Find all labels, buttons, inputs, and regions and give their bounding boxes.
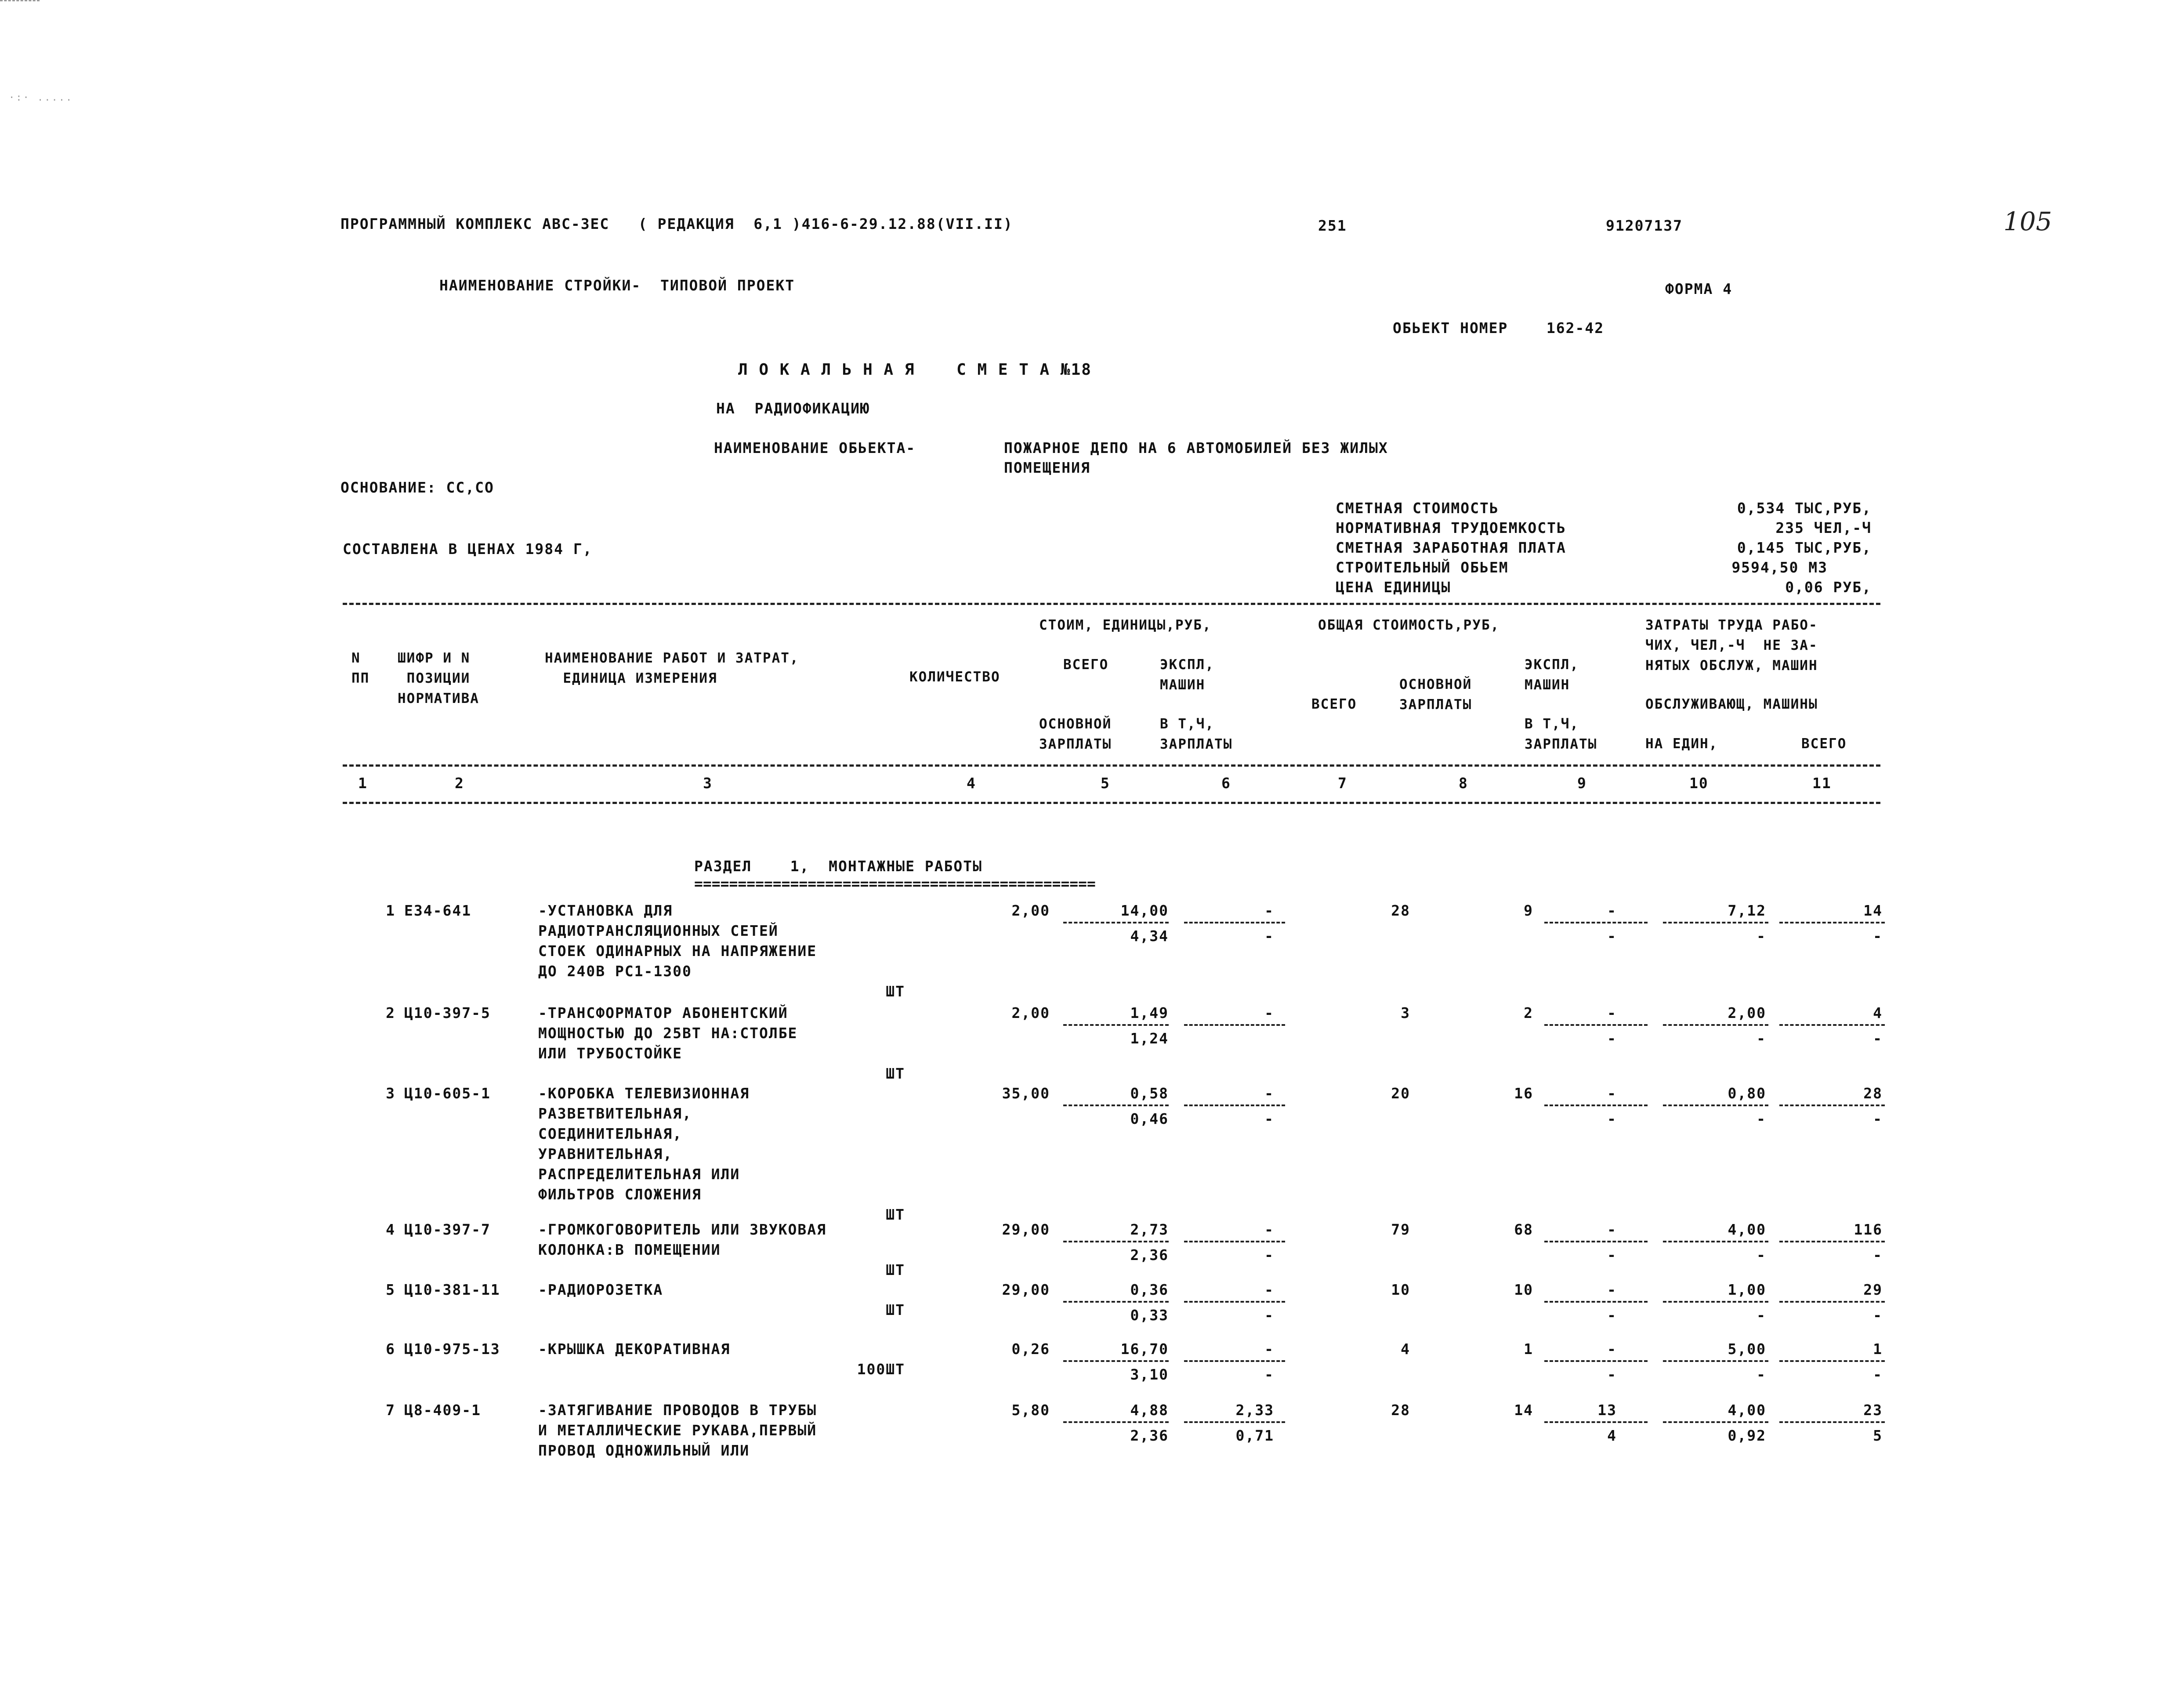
total-cost: 3 (1401, 1004, 1410, 1021)
work-name-line: РАДИОТРАНСЛЯЦИОННЫХ СЕТЕЙ (538, 922, 779, 939)
total-cost: 28 (1391, 902, 1410, 919)
column-header-labor-total: ВСЕГО (1801, 736, 1847, 752)
unit-cost-machines: - (1264, 1340, 1274, 1358)
price-level: СОСТАВЛЕНА В ЦЕНАХ 1984 Г, (343, 540, 593, 558)
total-cost: 10 (1391, 1281, 1410, 1298)
section-underline: ============================================== (694, 875, 1096, 892)
cell-underline (1544, 1360, 1648, 1362)
labor-total: 23 (1863, 1401, 1883, 1419)
cell-underline (1779, 1360, 1885, 1362)
norm-code: Ц10-605-1 (404, 1085, 491, 1102)
cell-underline (1063, 1421, 1169, 1423)
total-wage: 16 (1514, 1085, 1533, 1102)
quantity: 2,00 (1011, 1004, 1050, 1021)
cell-underline (1063, 1241, 1169, 1242)
cell-underline (1663, 922, 1768, 923)
column-header-unit-machines: ЭКСПЛ, МАШИН (1160, 657, 1214, 693)
construction-name: НАИМЕНОВАНИЕ СТРОЙКИ- ТИПОВОЙ ПРОЕКТ (439, 277, 795, 294)
labor-machines-per-unit: - (1757, 1246, 1766, 1264)
labor-per-unit: 5,00 (1728, 1340, 1766, 1358)
cell-underline (1184, 1360, 1285, 1362)
unit-cost-total: 1,49 (1130, 1004, 1169, 1021)
unit-wage: 0,33 (1130, 1307, 1169, 1324)
labor-machines-per-unit: - (1757, 1030, 1766, 1047)
total-machine-wage: - (1607, 1307, 1617, 1324)
total-cost: 20 (1391, 1085, 1410, 1102)
object-name-line-1: ПОЖАРНОЕ ДЕПО НА 6 АВТОМОБИЛЕЙ БЕЗ ЖИЛЫХ (1004, 439, 1388, 456)
row-number: 1 (386, 902, 395, 919)
cell-underline (1663, 1104, 1768, 1106)
unit-wage: 1,24 (1130, 1030, 1169, 1047)
cell-underline (1544, 922, 1648, 923)
cell-underline (1184, 1024, 1285, 1026)
quantity: 0,26 (1011, 1340, 1050, 1358)
unit-machine-wage: 0,71 (1235, 1427, 1274, 1444)
page-number: 251 (1318, 217, 1347, 234)
total-wage: 2 (1524, 1004, 1533, 1021)
column-header-labor-per-unit: НА ЕДИН, (1645, 736, 1718, 752)
cell-underline (1663, 1360, 1768, 1362)
unit-machine-wage: - (1264, 1246, 1274, 1264)
unit-machine-wage: - (1264, 1307, 1274, 1324)
unit-cost-total: 14,00 (1120, 902, 1169, 919)
labor-machines-total: - (1873, 1246, 1883, 1264)
total-machine-wage: - (1607, 927, 1617, 945)
work-name-line: -ЗАТЯГИВАНИЕ ПРОВОДОВ В ТРУБЫ (538, 1401, 817, 1419)
cell-underline (1063, 1024, 1169, 1026)
quantity: 29,00 (1002, 1281, 1050, 1298)
unit-cost-machines: - (1264, 1004, 1274, 1021)
column-header-unit-total: ВСЕГО (1063, 657, 1109, 673)
total-machines: - (1607, 902, 1617, 919)
column-header-unit-cost: СТОИМ, ЕДИНИЦЫ,РУБ, (1039, 617, 1212, 633)
cell-underline (1779, 1301, 1885, 1303)
unit-of-measure: ШТ (886, 1301, 905, 1318)
work-name-line: ФИЛЬТРОВ СЛОЖЕНИЯ (538, 1186, 702, 1203)
work-name-line: ДО 240В РС1-1300 (538, 963, 692, 980)
basis: ОСНОВАНИЕ: СС,СО (340, 479, 494, 496)
column-header-number: N ПП (351, 650, 370, 686)
summary-value: 0,145 ТЫС,РУБ, (1737, 539, 1872, 556)
cell-underline (1544, 1104, 1648, 1106)
cell-underline (1544, 1241, 1648, 1242)
column-header-name: НАИМЕНОВАНИЕ РАБОТ И ЗАТРАТ, ЕДИНИЦА ИЗМЕРЕНИЯ (545, 650, 799, 686)
table-numbers-rule (343, 802, 1880, 804)
unit-of-measure: 100ШТ (857, 1361, 905, 1378)
total-cost: 4 (1401, 1340, 1410, 1358)
norm-code: Ц10-975-13 (404, 1340, 500, 1358)
summary-label: ЦЕНА ЕДИНИЦЫ (1336, 579, 1451, 596)
work-name-line: УРАВНИТЕЛЬНАЯ, (538, 1145, 673, 1162)
object-label: НАИМЕНОВАНИЕ ОБЬЕКТА- (714, 439, 916, 456)
unit-wage: 2,36 (1130, 1427, 1169, 1444)
cell-underline (1779, 1104, 1885, 1106)
labor-machines-total: - (1873, 1307, 1883, 1324)
column-header-labor: ЗАТРАТЫ ТРУДА РАБО- ЧИХ, ЧЕЛ,-Ч НЕ ЗА- НЯТЫХ ОБСЛУЖ, МАШИН (1645, 617, 1818, 674)
summary-value: 9594,50 М3 (1731, 559, 1828, 576)
column-header-total-all: ВСЕГО (1311, 696, 1357, 712)
total-machines: 13 (1597, 1401, 1617, 1419)
row-number: 2 (386, 1004, 395, 1021)
work-name-line: СТОЕК ОДИНАРНЫХ НА НАПРЯЖЕНИЕ (538, 942, 817, 960)
labor-machines-total: 5 (1873, 1427, 1883, 1444)
work-name-line: ИЛИ ТРУБОСТОЙКЕ (538, 1045, 683, 1062)
object-name-line-2: ПОМЕЩЕНИЯ (1004, 459, 1090, 476)
column-number: 11 (1812, 775, 1832, 792)
summary-value: 0,534 ТЫС,РУБ, (1737, 500, 1872, 517)
norm-code: Ц8-409-1 (404, 1401, 481, 1419)
row-number: 4 (386, 1221, 395, 1238)
work-name-line: -ГРОМКОГОВОРИТЕЛЬ ИЛИ ЗВУКОВАЯ (538, 1221, 827, 1238)
column-header-total-machine-wage: В Т,Ч, ЗАРПЛАТЫ (1525, 716, 1597, 752)
total-cost: 79 (1391, 1221, 1410, 1238)
cell-underline (1663, 1024, 1768, 1026)
labor-machines-per-unit: - (1757, 1366, 1766, 1383)
unit-cost-total: 4,88 (1130, 1401, 1169, 1419)
cell-underline (1663, 1421, 1768, 1423)
table-header-rule (343, 764, 1880, 767)
labor-per-unit: 4,00 (1728, 1401, 1766, 1419)
column-number: 4 (967, 775, 976, 792)
labor-total: 116 (1854, 1221, 1883, 1238)
work-name-line: -РАДИОРОЗЕТКА (538, 1281, 663, 1298)
work-name-line: И МЕТАЛЛИЧЕСКИЕ РУКАВА,ПЕРВЫЙ (538, 1422, 817, 1439)
total-machine-wage: - (1607, 1030, 1617, 1047)
labor-machines-per-unit: 0,92 (1728, 1427, 1766, 1444)
column-number: 6 (1221, 775, 1231, 792)
unit-machine-wage: - (1264, 1110, 1274, 1127)
labor-total: 14 (1863, 902, 1883, 919)
work-name-line: СОЕДИНИТЕЛЬНАЯ, (538, 1125, 683, 1142)
cell-underline (1663, 1241, 1768, 1242)
summary-value: 235 ЧЕЛ,-Ч (1775, 519, 1872, 536)
cell-underline (1544, 1024, 1648, 1026)
cell-underline (1779, 1241, 1885, 1242)
work-name-line: РАСПРЕДЕЛИТЕЛЬНАЯ ИЛИ (538, 1166, 740, 1183)
row-number: 5 (386, 1281, 395, 1298)
labor-per-unit: 2,00 (1728, 1004, 1766, 1021)
labor-machines-per-unit: - (1757, 927, 1766, 945)
cell-underline (1184, 1421, 1285, 1423)
work-name-line: МОЩНОСТЬЮ ДО 25ВТ НА:СТОЛБЕ (538, 1025, 798, 1042)
unit-machine-wage: - (1264, 1366, 1274, 1383)
column-number: 8 (1459, 775, 1468, 792)
unit-of-measure: ШТ (886, 1261, 905, 1278)
total-wage: 14 (1514, 1401, 1533, 1419)
cell-underline (1184, 1301, 1285, 1303)
total-machines: - (1607, 1281, 1617, 1298)
unit-of-measure: ШТ (886, 1065, 905, 1082)
labor-total: 1 (1873, 1340, 1883, 1358)
labor-per-unit: 7,12 (1728, 902, 1766, 919)
table-top-rule (343, 603, 1880, 605)
norm-code: Ц10-397-7 (404, 1221, 491, 1238)
column-header-unit-wage: ОСНОВНОЙ ЗАРПЛАТЫ (1039, 716, 1112, 752)
unit-cost-total: 0,58 (1130, 1085, 1169, 1102)
unit-wage: 2,36 (1130, 1246, 1169, 1264)
document-subtitle: НА РАДИОФИКАЦИЮ (716, 400, 870, 417)
column-header-code: ШИФР И N ПОЗИЦИИ НОРМАТИВА (398, 650, 479, 706)
unit-cost-machines: - (1264, 902, 1274, 919)
cell-underline (1779, 922, 1885, 923)
cell-underline (1184, 922, 1285, 923)
total-machines: - (1607, 1004, 1617, 1021)
norm-code: Ц10-381-11 (404, 1281, 500, 1298)
cell-underline (1063, 1301, 1169, 1303)
quantity: 35,00 (1002, 1085, 1050, 1102)
row-number: 6 (386, 1340, 395, 1358)
column-number: 9 (1577, 775, 1587, 792)
scan-smudge: ·:· ..... (9, 92, 73, 103)
document-code: 91207137 (1606, 217, 1683, 234)
program-header: ПРОГРАММНЫЙ КОМПЛЕКС АВС-ЗЕС ( РЕДАКЦИЯ 6,1 )416-6-29.12.88(VII.II) (340, 215, 1013, 232)
total-machine-wage: - (1607, 1366, 1617, 1383)
form-label: ФОРМА 4 (1665, 280, 1733, 297)
work-name-line: -ТРАНСФОРМАТОР АБОНЕНТСКИЙ (538, 1004, 788, 1021)
summary-label: СМЕТНАЯ СТОИМОСТЬ (1336, 500, 1499, 517)
handwritten-page-number: 105 (2003, 206, 2052, 236)
labor-per-unit: 1,00 (1728, 1281, 1766, 1298)
total-wage: 9 (1524, 902, 1533, 919)
work-name-line: -УСТАНОВКА ДЛЯ (538, 902, 673, 919)
labor-total: 29 (1863, 1281, 1883, 1298)
document-title: Л О К А Л Ь Н А Я С М Е Т А №18 (738, 361, 1092, 379)
labor-machines-total: - (1873, 1366, 1883, 1383)
column-header-total-wage: ОСНОВНОЙ ЗАРПЛАТЫ (1399, 677, 1472, 713)
unit-cost-machines: 2,33 (1235, 1401, 1274, 1419)
unit-of-measure: ШТ (886, 983, 905, 1000)
object-number: ОБЬЕКТ НОМЕР 162-42 (1393, 319, 1604, 337)
total-wage: 1 (1524, 1340, 1533, 1358)
norm-code: Ц10-397-5 (404, 1004, 491, 1021)
summary-label: НОРМАТИВНАЯ ТРУДОЕМКОСТЬ (1336, 519, 1566, 536)
labor-machines-per-unit: - (1757, 1110, 1766, 1127)
total-machines: - (1607, 1221, 1617, 1238)
total-wage: 68 (1514, 1221, 1533, 1238)
column-number: 5 (1101, 775, 1110, 792)
norm-code: Е34-641 (404, 902, 472, 919)
column-header-total-cost: ОБЩАЯ СТОИМОСТЬ,РУБ, (1318, 617, 1500, 633)
column-header-labor-machines: ОБСЛУЖИВАЮЩ, МАШИНЫ (1645, 696, 1818, 712)
labor-machines-total: - (1873, 1110, 1883, 1127)
cell-underline (1063, 922, 1169, 923)
cell-underline (1663, 1301, 1768, 1303)
column-number: 7 (1338, 775, 1347, 792)
summary-label: СТРОИТЕЛЬНЫЙ ОБЬЕМ (1336, 559, 1509, 576)
total-machine-wage: - (1607, 1110, 1617, 1127)
unit-wage: 4,34 (1130, 927, 1169, 945)
labor-per-unit: 0,80 (1728, 1085, 1766, 1102)
column-header-quantity: КОЛИЧЕСТВО (909, 669, 1000, 685)
column-number: 2 (455, 775, 464, 792)
total-machine-wage: - (1607, 1246, 1617, 1264)
cell-underline (1544, 1421, 1648, 1423)
cell-underline (1184, 1241, 1285, 1242)
unit-cost-machines: - (1264, 1221, 1274, 1238)
labor-per-unit: 4,00 (1728, 1221, 1766, 1238)
unit-machine-wage: - (1264, 927, 1274, 945)
cell-underline (1544, 1301, 1648, 1303)
total-machines: - (1607, 1085, 1617, 1102)
total-cost: 28 (1391, 1401, 1410, 1419)
labor-total: 4 (1873, 1004, 1883, 1021)
cell-underline (1063, 1360, 1169, 1362)
column-header-total-machines: ЭКСПЛ, МАШИН (1525, 657, 1579, 693)
unit-cost-total: 0,36 (1130, 1281, 1169, 1298)
cell-underline (1063, 1104, 1169, 1106)
labor-machines-total: - (1873, 927, 1883, 945)
scan-corner-mark (0, 0, 40, 1)
unit-cost-total: 2,73 (1130, 1221, 1169, 1238)
summary-label: СМЕТНАЯ ЗАРАБОТНАЯ ПЛАТА (1336, 539, 1566, 556)
labor-machines-per-unit: - (1757, 1307, 1766, 1324)
cell-underline (1184, 1104, 1285, 1106)
column-number: 10 (1689, 775, 1709, 792)
total-wage: 10 (1514, 1281, 1533, 1298)
unit-cost-total: 16,70 (1120, 1340, 1169, 1358)
column-header-unit-machine-wage: В Т,Ч, ЗАРПЛАТЫ (1160, 716, 1233, 752)
unit-wage: 3,10 (1130, 1366, 1169, 1383)
total-machine-wage: 4 (1607, 1427, 1617, 1444)
unit-cost-machines: - (1264, 1281, 1274, 1298)
work-name-line: -КОРОБКА ТЕЛЕВИЗИОННАЯ (538, 1085, 750, 1102)
work-name-line: -КРЫШКА ДЕКОРАТИВНАЯ (538, 1340, 731, 1358)
cell-underline (1779, 1024, 1885, 1026)
column-number: 1 (358, 775, 368, 792)
row-number: 3 (386, 1085, 395, 1102)
column-number: 3 (703, 775, 713, 792)
quantity: 5,80 (1011, 1401, 1050, 1419)
row-number: 7 (386, 1401, 395, 1419)
work-name-line: ПРОВОД ОДНОЖИЛЬНЫЙ ИЛИ (538, 1442, 750, 1459)
total-machines: - (1607, 1340, 1617, 1358)
unit-cost-machines: - (1264, 1085, 1274, 1102)
cell-underline (1779, 1421, 1885, 1423)
summary-value: 0,06 РУБ, (1785, 579, 1872, 596)
quantity: 29,00 (1002, 1221, 1050, 1238)
quantity: 2,00 (1011, 902, 1050, 919)
work-name-line: КОЛОНКА:В ПОМЕЩЕНИИ (538, 1241, 721, 1258)
labor-total: 28 (1863, 1085, 1883, 1102)
labor-machines-total: - (1873, 1030, 1883, 1047)
unit-of-measure: ШТ (886, 1206, 905, 1223)
work-name-line: РАЗВЕТВИТЕЛЬНАЯ, (538, 1105, 692, 1122)
section-title: РАЗДЕЛ 1, МОНТАЖНЫЕ РАБОТЫ (694, 858, 983, 875)
unit-wage: 0,46 (1130, 1110, 1169, 1127)
